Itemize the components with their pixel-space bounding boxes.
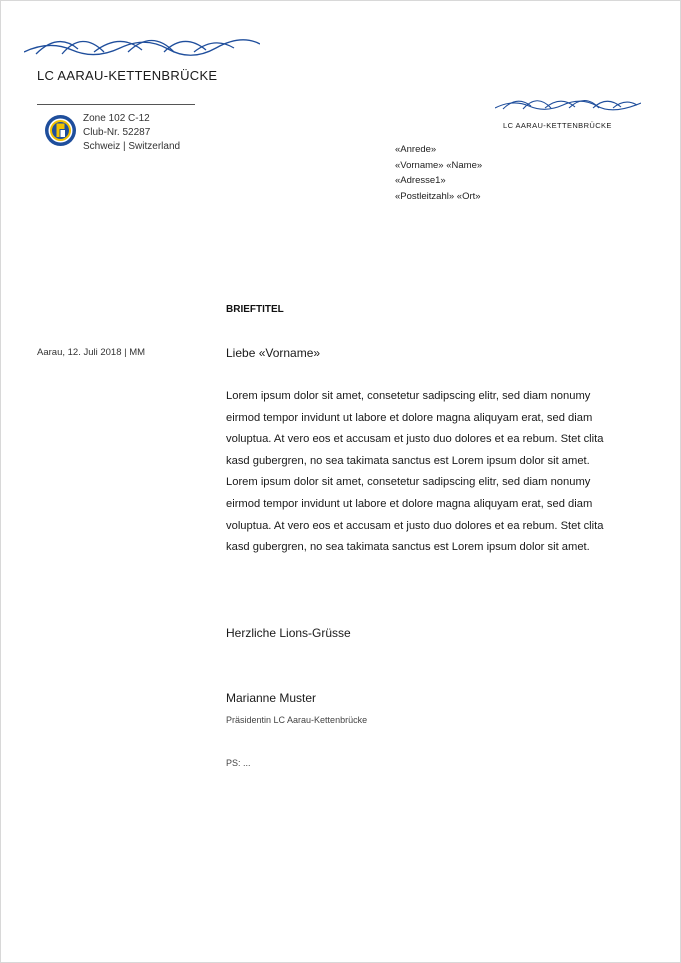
body-line: eirmod tempor invidunt ut labore et dolore magna aliquyam erat, sed diam bbox=[226, 411, 593, 424]
club-info-block bbox=[83, 112, 180, 154]
body-line: voluptua. At vero eos et accusam et justo duo dolores et ea rebum. Stet clita bbox=[226, 433, 604, 446]
lions-clubs-international-logo bbox=[44, 114, 77, 147]
wave-lines-small-icon bbox=[495, 93, 641, 111]
body-line: voluptua. At vero eos et accusam et justo duo dolores et ea rebum. Stet clita bbox=[226, 519, 604, 532]
address-salutation-field: «Anrede» bbox=[395, 144, 437, 155]
date-line: Aarau, 12. Juli 2018 | MM bbox=[37, 347, 146, 358]
club-number: Club-Nr. 52287 bbox=[83, 127, 151, 138]
closing-greeting: Herzliche Lions-Grüsse bbox=[226, 626, 351, 640]
header-divider bbox=[37, 104, 195, 105]
postscript: PS: ... bbox=[226, 758, 251, 768]
club-name-small: LC AARAU-KETTENBRÜCKE bbox=[503, 121, 612, 130]
club-country: Schweiz | Switzerland bbox=[83, 141, 181, 152]
club-name-heading: LC AARAU-KETTENBRÜCKE bbox=[37, 68, 218, 83]
letter-title: BRIEFTITEL bbox=[226, 304, 284, 315]
signer-name: Marianne Muster bbox=[226, 691, 317, 705]
address-city-field: «Postleitzahl» «Ort» bbox=[395, 190, 481, 202]
salutation: Liebe «Vorname» bbox=[226, 346, 321, 360]
signer-role: Präsidentin LC Aarau-Kettenbrücke bbox=[226, 715, 368, 725]
body-line: eirmod tempor invidunt ut labore et dolore magna aliquyam erat, sed diam bbox=[226, 497, 593, 510]
body-line: kasd gubergren, no sea takimata sanctus est Lorem ipsum dolor sit amet. bbox=[226, 541, 590, 554]
address-street-field: «Adresse1» bbox=[395, 175, 446, 186]
letter-body bbox=[226, 386, 626, 559]
address-name-field: «Vorname» «Name» bbox=[395, 159, 483, 171]
body-line: Lorem ipsum dolor sit amet, consetetur sadipscing elitr, sed diam nonumy bbox=[226, 476, 591, 489]
wave-lines-icon bbox=[24, 30, 260, 56]
recipient-address bbox=[395, 142, 482, 204]
body-line: kasd gubergren, no sea takimata sanctus est Lorem ipsum dolor sit amet. bbox=[226, 454, 590, 467]
club-zone: Zone 102 C-12 bbox=[83, 113, 150, 124]
body-line: Lorem ipsum dolor sit amet, consetetur sadipscing elitr, sed diam nonumy bbox=[226, 390, 591, 402]
